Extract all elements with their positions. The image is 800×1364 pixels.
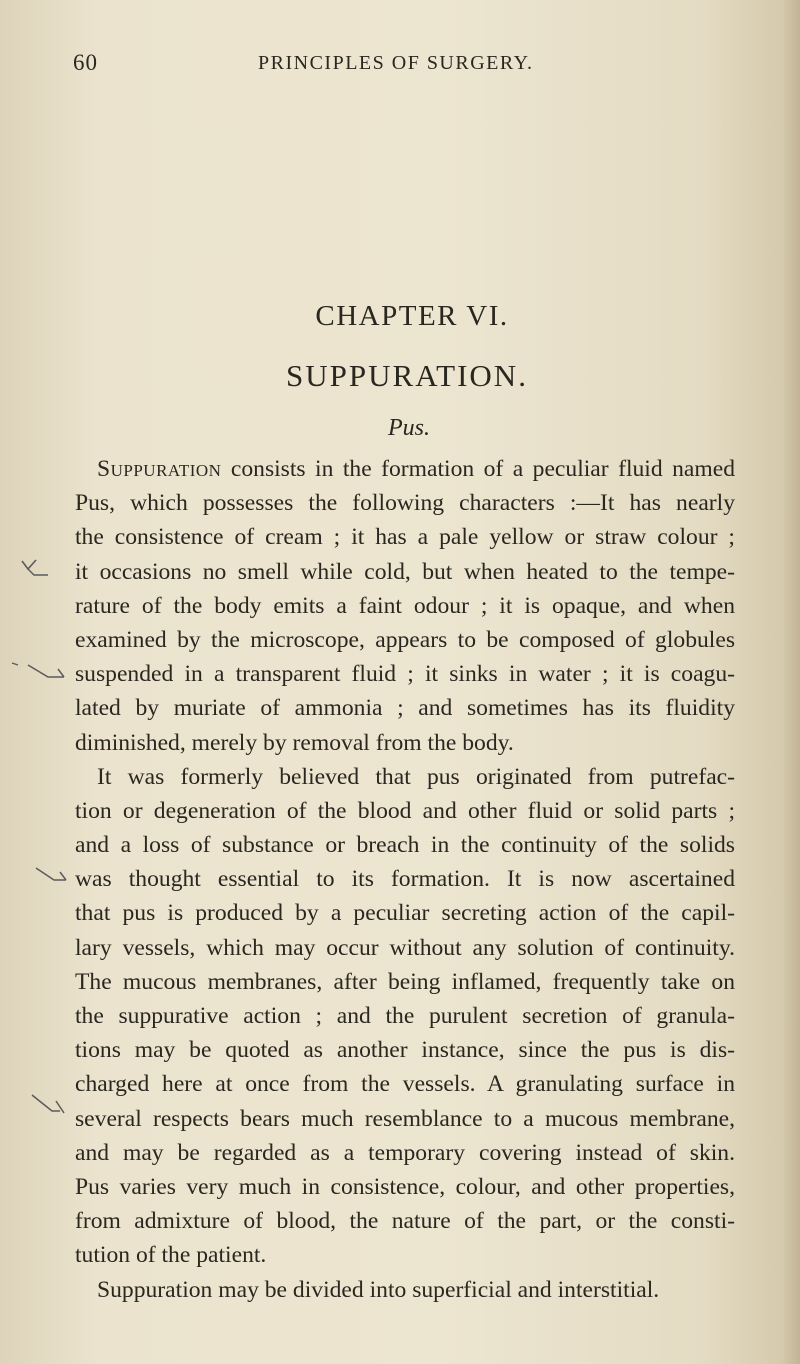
text-line: tution of the patient. [75,1242,267,1269]
running-title: PRINCIPLES OF SURGERY. [258,52,534,74]
page-edge-shadow [782,0,800,1364]
running-head [0,50,800,80]
page-number: 60 [73,50,98,75]
text-line: from admixture of blood, the nature of the part, or the consti- [75,1208,735,1235]
text-line: that pus is produced by a peculiar secreting action of the capil- [75,900,735,927]
text-line: Pus, which possesses the following characters :—It has nearly [75,490,735,517]
body-text [75,452,735,1307]
text-line: and a loss of substance or breach in the continuity of the solids [75,832,735,859]
text-line: rature of the body emits a faint odour ; it is opaque, and when [75,592,735,619]
text-line: the consistence of cream ; it has a pale yellow or straw colour ; [75,524,735,551]
text-line: lary vessels, which may occur without any solution of continuity. [75,934,735,961]
chapter-number: CHAPTER VI. [315,300,509,332]
pencil-tick-mark-icon [8,661,78,685]
text-line: several respects bears much resemblance to a mucous membrane, [75,1105,735,1132]
text-line: was thought essential to its formation. It is now ascertained [75,866,735,893]
text-line: tion or degeneration of the blood and other fluid or solid parts ; [75,797,735,824]
text-line: It was formerly believed that pus originated from putrefac- [97,763,735,790]
text-line: the suppurative action ; and the purulent secretion of granula- [75,1003,735,1029]
pencil-tick-mark-icon [8,557,78,581]
section-title: Pus. [388,415,430,441]
text-line [75,452,735,486]
text-line: Pus varies very much in consistence, colour, and other properties, [75,1173,735,1200]
chapter-title: SUPPURATION. [286,358,528,393]
lead-word: Suppuration [97,456,222,482]
text-line: The mucous membranes, after being inflamed, frequently take on [75,968,735,995]
text-line: it occasions no smell while cold, but when heated to the tempe- [75,558,735,585]
text-line: examined by the microscope, appears to be composed of globules [75,626,735,653]
pencil-tick-mark-icon [8,1093,78,1117]
text-line: charged here at once from the vessels. A granulating surface in [75,1071,735,1098]
text-line: and may be regarded as a temporary covering instead of skin. [75,1139,735,1166]
text-line: diminished, merely by removal from the body. [75,729,514,756]
pencil-tick-mark-icon [8,866,78,890]
text-line-content: consists in the formation of a peculiar fluid named [221,456,735,482]
text-line: lated by muriate of ammonia ; and sometimes has its fluidity [75,695,735,722]
text-line: Suppuration may be divided into superficial and interstitial. [97,1276,660,1303]
text-line: tions may be quoted as another instance, since the pus is dis- [75,1037,735,1064]
text-line: suspended in a transparent fluid ; it sinks in water ; it is coagu- [75,661,735,688]
